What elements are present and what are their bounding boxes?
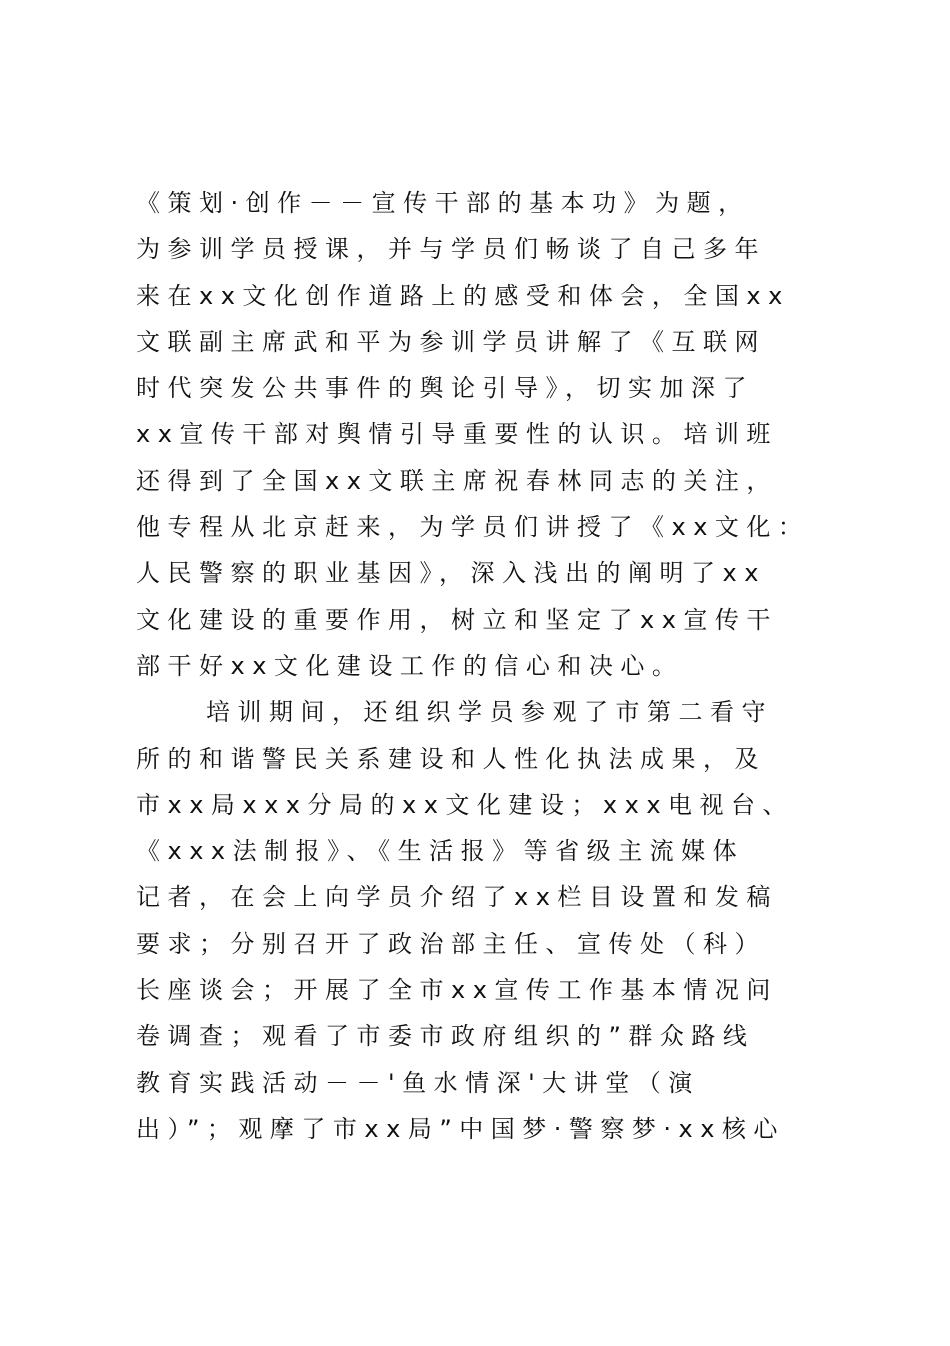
text-line: 所的和谐警民关系建设和人性化执法成果，及: [136, 744, 766, 773]
text-line: 文联副主席武和平为参训学员讲解了《互联网: [136, 327, 766, 356]
text-line: 文化建设的重要作用，树立和坚定了xx宣传干: [136, 605, 778, 634]
text-line: 要求；分别召开了政治部主任、宣传处（科）: [136, 929, 766, 958]
text-line: 人民警察的职业基因》，深入浅出的阐明了xx: [136, 559, 766, 588]
text-line: 培训期间，还组织学员参观了市第二看守: [206, 698, 773, 727]
text-line: 他专程从北京赶来，为学员们讲授了《xx文化：: [136, 513, 810, 542]
text-line: 部干好xx文化建设工作的信心和决心。: [136, 651, 684, 680]
body-text: [136, 180, 856, 1152]
text-line: 为参训学员授课，并与学员们畅谈了自己多年: [136, 235, 766, 264]
text-line: 长座谈会；开展了全市xx宣传工作基本情况问: [136, 976, 778, 1005]
text-line: 还得到了全国xx文联主席祝春林同志的关注，: [136, 466, 778, 495]
text-line: 来在xx文化创作道路上的感受和体会，全国xx: [136, 281, 790, 310]
text-line: 记者，在会上向学员介绍了xx栏目设置和发稿: [136, 883, 778, 912]
text-line: 《策划·创作－－宣传干部的基本功》为题，: [136, 189, 750, 217]
text-line: 教育实践活动－－'鱼水情深'大讲堂（演: [136, 1068, 700, 1097]
text-line: 出）”；观摩了市xx局”中国梦·警察梦·xx核心: [136, 1114, 785, 1143]
text-line: 《xxx法制报》、《生活报》等省级主流媒体: [136, 837, 745, 866]
text-line: 卷调查；观看了市委市政府组织的”群众路线: [136, 1022, 755, 1051]
text-line: 市xx局xxx分局的xx文化建设；xxx电视台、: [136, 790, 795, 819]
text-line: xx宣传干部对舆情引导重要性的认识。培训班: [136, 420, 778, 449]
text-line: 时代突发公共事件的舆论引导》，切实加深了: [136, 374, 754, 403]
